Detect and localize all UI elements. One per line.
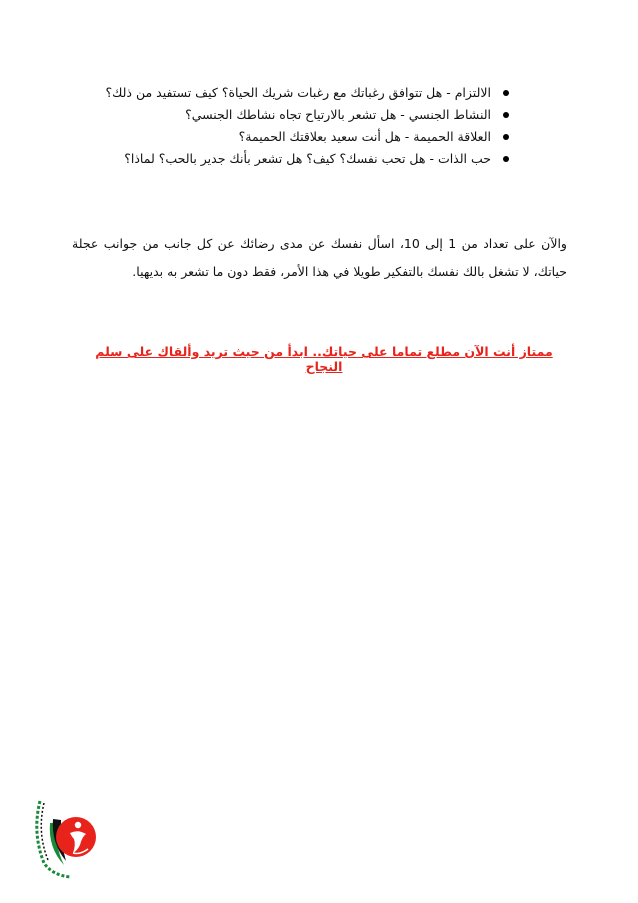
list-item-text: العلاقة الحميمة - هل أنت سعيد بعلاقتك الحميمة؟ — [238, 129, 491, 144]
bullet-list — [90, 82, 515, 170]
bullet-dot-icon — [503, 134, 509, 140]
brand-logo-icon — [30, 793, 102, 879]
body-paragraph: والآن على تعداد من 1 إلى 10، اسأل نفسك عن مدى رضائك عن كل جانب من جوانب عجلة حياتك، لا تشغل بالك نفسك بالتفكير طويلا في هذا الأمر، فقط دون ما تشعر به بديهيا. — [72, 236, 567, 279]
bullet-dot-icon — [503, 156, 509, 162]
list-item — [90, 104, 515, 126]
list-item-text: الالتزام - هل تتوافق رغباتك مع رغبات شريك الحياة؟ كيف تستفيد من ذلك؟ — [105, 85, 491, 100]
bullet-dot-icon — [503, 90, 509, 96]
highlight-sentence: ممتاز أنت الآن مطلع تماما على حياتك.. ابدأ من حيث تريد وألقاك على سلم النجاح — [95, 344, 553, 374]
bullet-dot-icon — [503, 112, 509, 118]
list-item — [90, 148, 515, 170]
list-item — [90, 126, 515, 148]
list-item-text: النشاط الجنسي - هل تشعر بالارتياح تجاه نشاطك الجنسي؟ — [185, 107, 491, 122]
list-item — [90, 82, 515, 104]
list-item-text: حب الذات - هل تحب نفسك؟ كيف؟ هل تشعر بأنك جدير بالحب؟ لماذا؟ — [124, 151, 491, 166]
